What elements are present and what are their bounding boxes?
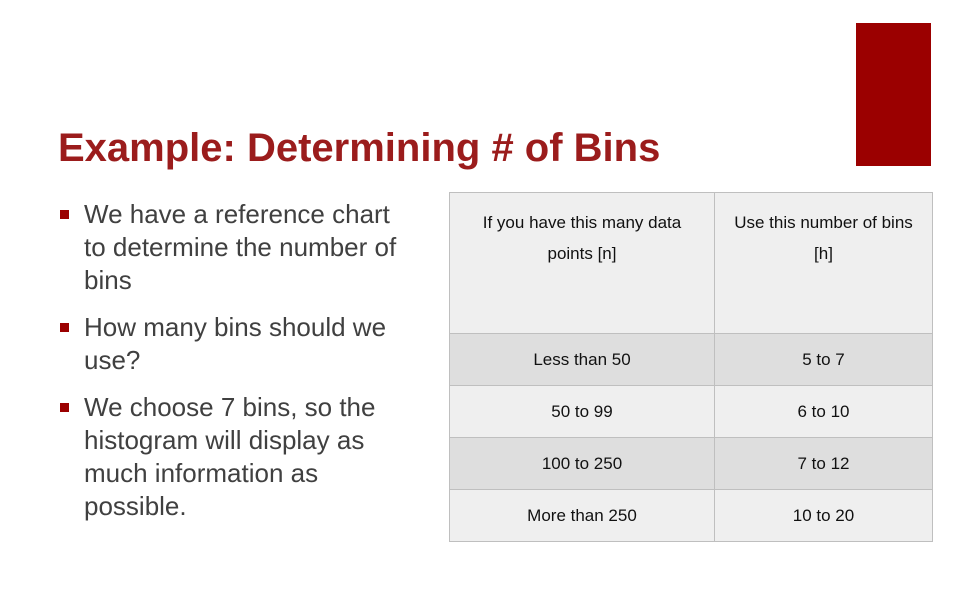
accent-block [856, 23, 931, 166]
square-bullet-icon [60, 210, 69, 219]
slide-title: Example: Determining # of Bins [58, 126, 661, 170]
table-row [450, 386, 933, 438]
cell-data-points: 50 to 99 [450, 386, 715, 438]
table-header-row [450, 193, 933, 334]
cell-bins: 7 to 12 [715, 438, 933, 490]
bullet-item [60, 198, 410, 297]
table-row [450, 334, 933, 386]
bullet-item [60, 391, 410, 523]
table-row [450, 438, 933, 490]
cell-data-points: 100 to 250 [450, 438, 715, 490]
cell-bins: 10 to 20 [715, 490, 933, 542]
bullet-item [60, 311, 410, 377]
cell-bins: 6 to 10 [715, 386, 933, 438]
bullet-list [60, 198, 410, 537]
cell-data-points: Less than 50 [450, 334, 715, 386]
square-bullet-icon [60, 323, 69, 332]
bullet-text: We choose 7 bins, so the histogram will display as much information as possible. [84, 392, 376, 521]
header-data-points: If you have this many data points [n] [450, 193, 715, 334]
cell-bins: 5 to 7 [715, 334, 933, 386]
bullet-text: We have a reference chart to determine the number of bins [84, 199, 397, 295]
bins-reference-table [449, 192, 933, 542]
table-row [450, 490, 933, 542]
cell-data-points: More than 250 [450, 490, 715, 542]
header-bins: Use this number of bins [h] [715, 193, 933, 334]
bullet-text: How many bins should we use? [84, 312, 387, 375]
square-bullet-icon [60, 403, 69, 412]
